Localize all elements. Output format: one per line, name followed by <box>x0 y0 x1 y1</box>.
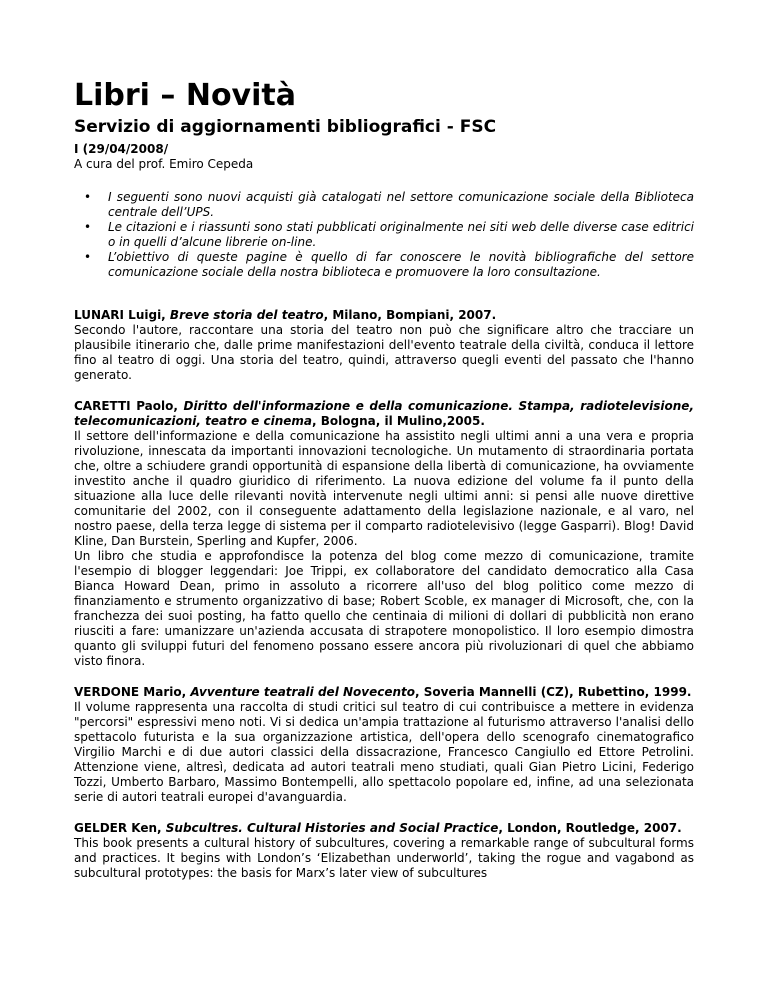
book-summary: Il volume rappresenta una raccolta di studi critici sul teatro di cui contribuisce a mettere in evidenza "percorsi" espressivi meno noti. Vi si dedica un'ampia trattazione al futurismo attraverso l'analisi dello spettacolo futurista e la sua organizzazione artistica, dell'opera dello scenografo cinematografico Virgilio Marchi e di due autori classici della dissacrazione, Francesco Cangiullo ed Ettore Petrolini. Attenzione viene, altresì, dedicata ad autori teatrali meno studiati, quali Gian Pietro Licini, Federigo Tozzi, Umberto Barbaro, Massimo Bontempelli, allo spettacolo popolare ed, infine, ad una selezionata serie di autori teatrali europei d'avanguardia. <box>74 700 694 804</box>
bullet-icon: • <box>84 220 92 234</box>
intro-item <box>84 220 694 250</box>
book-citation <box>74 308 694 323</box>
book-entry <box>74 821 694 881</box>
book-title: Diritto dell'informazione e della comunicazione. Stampa, radiotelevisione, telecomunicazioni, teatro e cinema <box>74 399 695 428</box>
page-subtitle: Servizio di aggiornamenti bibliografici - FSC <box>74 117 497 137</box>
book-title: Avventure teatrali del Novecento <box>190 685 416 699</box>
book-citation <box>74 399 694 429</box>
book-publisher: , Bologna, il Mulino,2005. <box>312 414 485 428</box>
book-summary: Un libro che studia e approfondisce la potenza del blog come mezzo di comunicazione, tramite l'esempio di blogger leggendari: Joe Trippi, ex collaboratore del candidato democratico alla Casa Bianca Howard Dean, primo in assoluto a ricorrere all'uso del blog politico come mezzo di finanziamento e strumento organizzativo di base; Robert Scoble, ex manager di Microsoft, che, con la franchezza dei suoi posting, ha fatto quello che centinaia di milioni di dollari di pubblicità non erano riusciti a fare: umanizzare un'azienda accusata di strapotere monopolistico. Il loro esempio dimostra quanto gli sviluppi futuri del fenomeno possano essere ancora più rivoluzionari di quel che abbiamo visto finora. <box>74 549 694 668</box>
book-publisher: , Soveria Mannelli (CZ), Rubettino, 1999. <box>415 685 692 699</box>
page-title: Libri – Novità <box>74 78 296 113</box>
book-author: LUNARI Luigi, <box>74 308 170 322</box>
intro-item-text: Le citazioni e i riassunti sono stati pubblicati originalmente nei siti web delle diverse case editrici o in quelli d’alcune librerie on-line. <box>108 220 694 249</box>
book-entry <box>74 399 694 669</box>
issue-number: I (29/04/2008/ <box>74 142 169 156</box>
book-author: GELDER Ken, <box>74 821 166 835</box>
document-page <box>74 78 694 897</box>
intro-item <box>84 190 694 220</box>
book-citation <box>74 685 694 700</box>
book-summary: Il settore dell'informazione e della comunicazione ha assistito negli ultimi anni a una vera e propria rivoluzione, innescata da importanti innovazioni tecnologiche. Un mutamento di straordinaria portata che, oltre a schiudere grandi opportunità di espansione della libertà di comunicazione, ha ovviamente investito anche il quadro giuridico di riferimento. La nuova edizione del volume fa il punto della situazione alla luce delle rilevanti novità intervenute negli ultimi anni: si pensi alle nuove direttive comunitarie del 2002, con il conseguente adattamento della legislazione nazionale, e al varo, nel nostro paese, della terza legge di sistema per il comparto radiotelevisivo (legge Gasparri). Blog! David Kline, Dan Burstein, Sperling and Kupfer, 2006. <box>74 429 694 548</box>
intro-item <box>84 250 694 280</box>
book-summary: Secondo l'autore, raccontare una storia del teatro non può che significare altro che tracciare un plausibile itinerario che, dalle prime manifestazioni dell'evento teatrale della civiltà, conduca il lettore fino al teatro di oggi. Una storia del teatro, quindi, attraverso quegli eventi del passato che l'hanno generato. <box>74 323 694 382</box>
book-entry <box>74 685 694 805</box>
intro-item-text: I seguenti sono nuovi acquisti già catalogati nel settore comunicazione sociale della Biblioteca centrale dell’UPS. <box>108 190 694 219</box>
book-publisher: , London, Routledge, 2007. <box>498 821 682 835</box>
intro-list <box>74 190 694 280</box>
bullet-icon: • <box>84 190 92 204</box>
book-entries <box>74 308 694 881</box>
book-citation <box>74 821 694 836</box>
book-summary: This book presents a cultural history of subcultures, covering a remarkable range of subcultural forms and practices. It begins with London’s ‘Elizabethan underworld’, taking the rogue and vagabond as subcultural prototypes: the basis for Marx’s later view of subcultures <box>74 836 694 880</box>
book-author: VERDONE Mario, <box>74 685 191 699</box>
book-author: CARETTI Paolo, <box>74 399 184 413</box>
bullet-icon: • <box>84 250 92 264</box>
book-title: Breve storia del teatro <box>169 308 324 322</box>
book-entry <box>74 308 694 383</box>
book-title: Subcultres. Cultural Histories and Social Practice <box>165 821 499 835</box>
intro-item-text: L’obiettivo di queste pagine è quello di far conoscere le novità bibliografiche del settore comunicazione sociale della nostra biblioteca e promuovere la loro consultazione. <box>108 250 694 279</box>
editor-credit: A cura del prof. Emiro Cepeda <box>74 157 254 171</box>
book-publisher: , Milano, Bompiani, 2007. <box>323 308 497 322</box>
